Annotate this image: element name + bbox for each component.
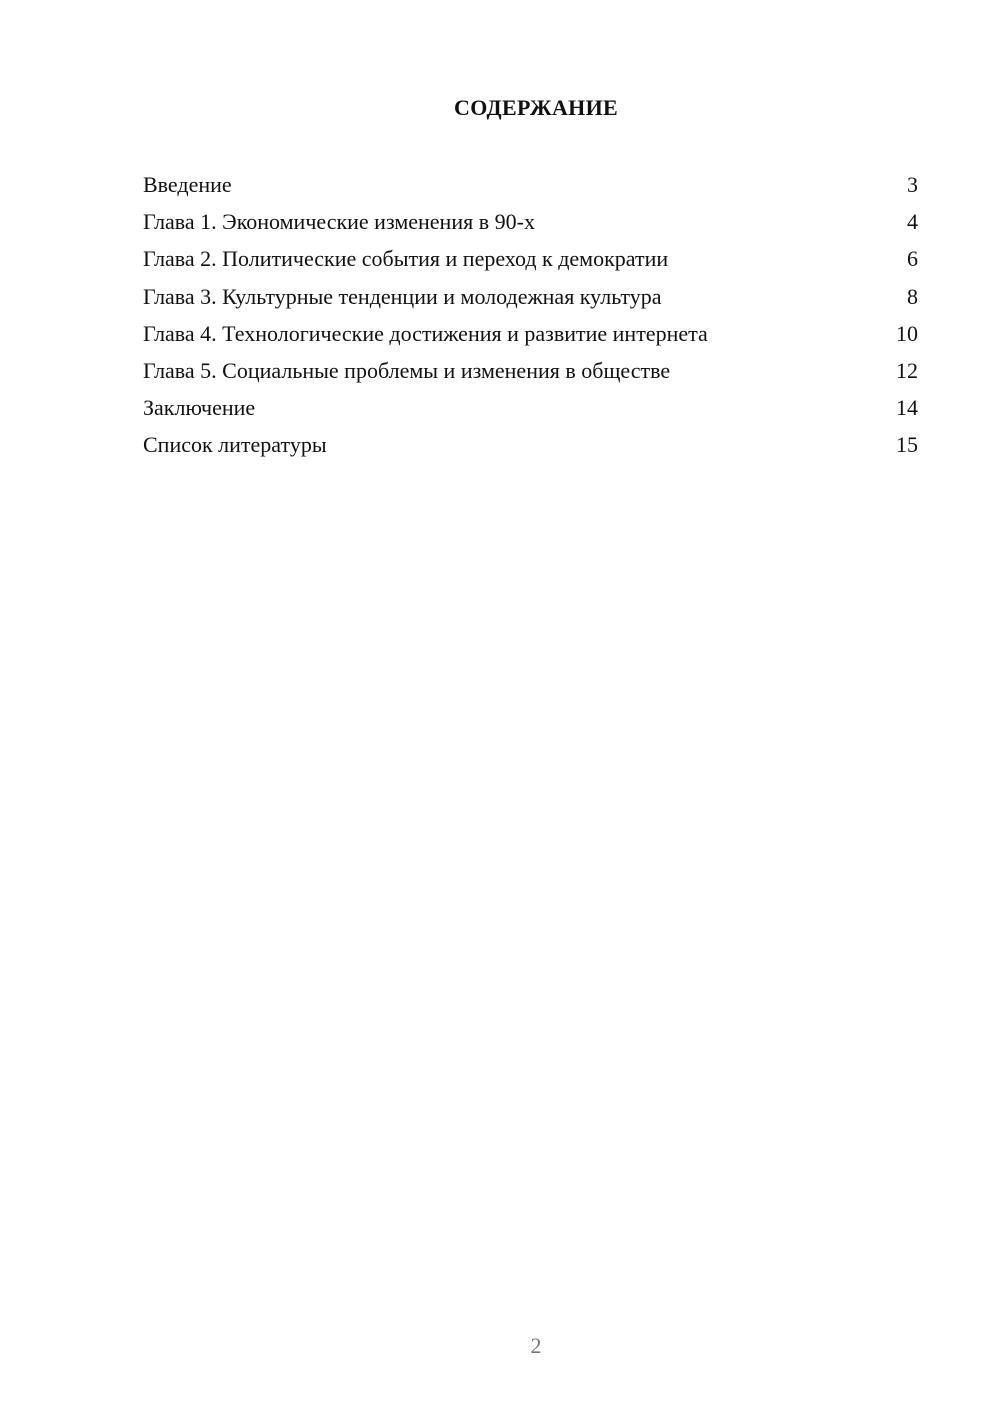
toc-item-label: Список литературы — [143, 432, 327, 458]
toc-item-page: 14 — [896, 395, 918, 421]
toc-item-chapter-1 — [143, 205, 918, 242]
toc-item-label: Заключение — [143, 395, 256, 421]
toc-item-label: Глава 2. Политические события и переход к демократии — [143, 246, 669, 272]
toc-item-page: 4 — [907, 209, 918, 235]
toc-item-label: Глава 1. Экономические изменения в 90-х — [143, 209, 535, 235]
toc-item-page: 15 — [896, 432, 918, 458]
toc-item-label: Глава 3. Культурные тенденции и молодежная культура — [143, 283, 662, 309]
toc-item-chapter-4 — [143, 317, 918, 354]
toc-item-label: Введение — [143, 172, 232, 197]
toc-item-chapter-5 — [143, 354, 918, 391]
page-number: 2 — [530, 1333, 542, 1358]
toc-item-page: 8 — [907, 283, 918, 309]
toc-item-page: 6 — [907, 246, 918, 272]
toc-item-label: Глава 5. Социальные проблемы и изменения в обществе — [143, 357, 671, 383]
toc-item-page: 12 — [896, 357, 918, 383]
table-of-contents — [143, 168, 918, 466]
toc-item-conclusion — [143, 391, 918, 428]
toc-item-references — [143, 428, 918, 465]
toc-item-introduction — [143, 168, 918, 205]
toc-item-chapter-3 — [143, 280, 918, 317]
toc-item-page: 10 — [896, 320, 918, 346]
page-title: СОДЕРЖАНИЕ — [454, 95, 618, 120]
toc-item-chapter-2 — [143, 242, 918, 279]
toc-item-label: Глава 4. Технологические достижения и развитие интернета — [143, 320, 708, 346]
toc-item-page: 3 — [907, 172, 918, 197]
